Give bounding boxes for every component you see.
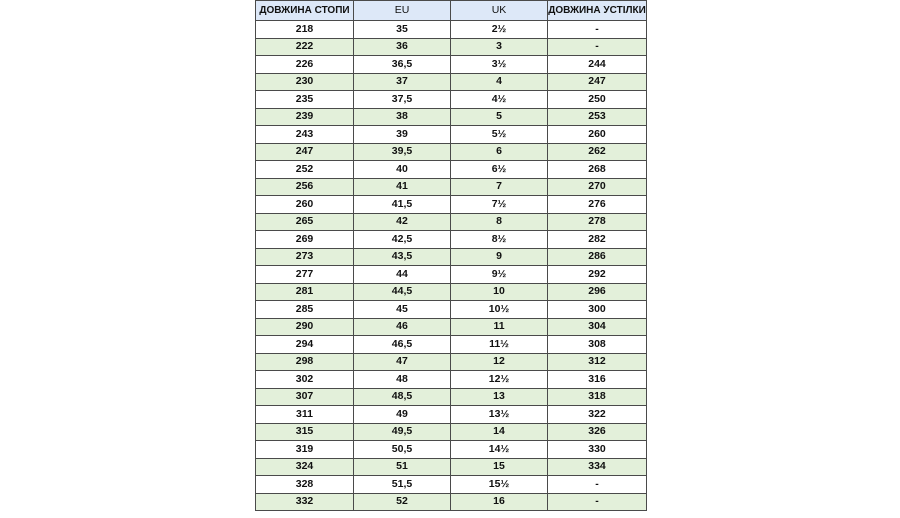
foot-length-cell: 235 (256, 91, 354, 109)
insole-length-cell: 268 (548, 161, 647, 179)
foot-length-cell: 281 (256, 283, 354, 301)
insole-length-cell: 296 (548, 283, 647, 301)
insole-length-cell: 312 (548, 353, 647, 371)
eu-size-cell: 41 (354, 178, 451, 196)
foot-length-cell: 324 (256, 458, 354, 476)
foot-length-cell: 328 (256, 476, 354, 494)
foot-length-cell: 226 (256, 56, 354, 74)
table-row (256, 423, 647, 441)
uk-size-cell: 13 (451, 388, 548, 406)
eu-size-cell: 41,5 (354, 196, 451, 214)
eu-size-cell: 49,5 (354, 423, 451, 441)
insole-length-cell: 262 (548, 143, 647, 161)
foot-length-cell: 247 (256, 143, 354, 161)
table-row (256, 388, 647, 406)
eu-size-cell: 44,5 (354, 283, 451, 301)
eu-size-cell: 36 (354, 38, 451, 56)
table-row (256, 73, 647, 91)
insole-length-cell: 300 (548, 301, 647, 319)
eu-size-cell: 37 (354, 73, 451, 91)
eu-size-cell: 43,5 (354, 248, 451, 266)
header-insole-length: ДОВЖИНА УСТІЛКИ (548, 1, 647, 21)
foot-length-cell: 260 (256, 196, 354, 214)
eu-size-cell: 52 (354, 493, 451, 511)
table-row (256, 476, 647, 494)
eu-size-cell: 42 (354, 213, 451, 231)
foot-length-cell: 311 (256, 406, 354, 424)
uk-size-cell: 12½ (451, 371, 548, 389)
insole-length-cell: 244 (548, 56, 647, 74)
table-row (256, 143, 647, 161)
foot-length-cell: 252 (256, 161, 354, 179)
table-row (256, 56, 647, 74)
uk-size-cell: 11 (451, 318, 548, 336)
table-row (256, 21, 647, 39)
uk-size-cell: 8½ (451, 231, 548, 249)
foot-length-cell: 307 (256, 388, 354, 406)
insole-length-cell: 292 (548, 266, 647, 284)
foot-length-cell: 230 (256, 73, 354, 91)
eu-size-cell: 40 (354, 161, 451, 179)
uk-size-cell: 6½ (451, 161, 548, 179)
table-row (256, 196, 647, 214)
eu-size-cell: 38 (354, 108, 451, 126)
uk-size-cell: 9 (451, 248, 548, 266)
foot-length-cell: 332 (256, 493, 354, 511)
foot-length-cell: 277 (256, 266, 354, 284)
table-row (256, 441, 647, 459)
table-row (256, 301, 647, 319)
insole-length-cell: 270 (548, 178, 647, 196)
insole-length-cell: 334 (548, 458, 647, 476)
foot-length-cell: 239 (256, 108, 354, 126)
eu-size-cell: 48 (354, 371, 451, 389)
insole-length-cell: 326 (548, 423, 647, 441)
insole-length-cell: 260 (548, 126, 647, 144)
table-row (256, 213, 647, 231)
insole-length-cell: - (548, 38, 647, 56)
insole-length-cell: 308 (548, 336, 647, 354)
foot-length-cell: 298 (256, 353, 354, 371)
uk-size-cell: 12 (451, 353, 548, 371)
table-row (256, 493, 647, 511)
insole-length-cell: 318 (548, 388, 647, 406)
uk-size-cell: 15 (451, 458, 548, 476)
uk-size-cell: 4½ (451, 91, 548, 109)
eu-size-cell: 44 (354, 266, 451, 284)
eu-size-cell: 50,5 (354, 441, 451, 459)
table-row (256, 318, 647, 336)
uk-size-cell: 7½ (451, 196, 548, 214)
uk-size-cell: 10½ (451, 301, 548, 319)
insole-length-cell: - (548, 493, 647, 511)
eu-size-cell: 49 (354, 406, 451, 424)
uk-size-cell: 4 (451, 73, 548, 91)
insole-length-cell: 330 (548, 441, 647, 459)
uk-size-cell: 11½ (451, 336, 548, 354)
eu-size-cell: 36,5 (354, 56, 451, 74)
foot-length-cell: 256 (256, 178, 354, 196)
uk-size-cell: 8 (451, 213, 548, 231)
insole-length-cell: 322 (548, 406, 647, 424)
table-row (256, 108, 647, 126)
foot-length-cell: 265 (256, 213, 354, 231)
uk-size-cell: 7 (451, 178, 548, 196)
size-chart-sheet (255, 0, 646, 511)
foot-length-cell: 285 (256, 301, 354, 319)
foot-length-cell: 302 (256, 371, 354, 389)
foot-length-cell: 269 (256, 231, 354, 249)
uk-size-cell: 15½ (451, 476, 548, 494)
header-eu: EU (354, 1, 451, 21)
eu-size-cell: 42,5 (354, 231, 451, 249)
foot-length-cell: 273 (256, 248, 354, 266)
header-foot-length: ДОВЖИНА СТОПИ (256, 1, 354, 21)
size-chart-table (255, 0, 647, 511)
foot-length-cell: 319 (256, 441, 354, 459)
table-row (256, 178, 647, 196)
insole-length-cell: 316 (548, 371, 647, 389)
table-row (256, 91, 647, 109)
table-row (256, 38, 647, 56)
eu-size-cell: 51,5 (354, 476, 451, 494)
insole-length-cell: 278 (548, 213, 647, 231)
uk-size-cell: 2½ (451, 21, 548, 39)
table-row (256, 248, 647, 266)
eu-size-cell: 46,5 (354, 336, 451, 354)
eu-size-cell: 39,5 (354, 143, 451, 161)
table-row (256, 353, 647, 371)
uk-size-cell: 16 (451, 493, 548, 511)
insole-length-cell: - (548, 476, 647, 494)
uk-size-cell: 9½ (451, 266, 548, 284)
table-row (256, 406, 647, 424)
table-row (256, 371, 647, 389)
table-row (256, 126, 647, 144)
insole-length-cell: - (548, 21, 647, 39)
table-row (256, 161, 647, 179)
foot-length-cell: 218 (256, 21, 354, 39)
insole-length-cell: 253 (548, 108, 647, 126)
insole-length-cell: 276 (548, 196, 647, 214)
eu-size-cell: 51 (354, 458, 451, 476)
insole-length-cell: 286 (548, 248, 647, 266)
table-row (256, 231, 647, 249)
eu-size-cell: 35 (354, 21, 451, 39)
table-row (256, 336, 647, 354)
foot-length-cell: 315 (256, 423, 354, 441)
uk-size-cell: 14½ (451, 441, 548, 459)
uk-size-cell: 5 (451, 108, 548, 126)
foot-length-cell: 294 (256, 336, 354, 354)
uk-size-cell: 6 (451, 143, 548, 161)
uk-size-cell: 3½ (451, 56, 548, 74)
header-uk: UK (451, 1, 548, 21)
insole-length-cell: 304 (548, 318, 647, 336)
uk-size-cell: 5½ (451, 126, 548, 144)
eu-size-cell: 46 (354, 318, 451, 336)
insole-length-cell: 250 (548, 91, 647, 109)
insole-length-cell: 247 (548, 73, 647, 91)
uk-size-cell: 10 (451, 283, 548, 301)
eu-size-cell: 37,5 (354, 91, 451, 109)
insole-length-cell: 282 (548, 231, 647, 249)
eu-size-cell: 48,5 (354, 388, 451, 406)
table-row (256, 266, 647, 284)
foot-length-cell: 243 (256, 126, 354, 144)
table-row (256, 283, 647, 301)
table-body (256, 21, 647, 511)
eu-size-cell: 39 (354, 126, 451, 144)
foot-length-cell: 290 (256, 318, 354, 336)
uk-size-cell: 3 (451, 38, 548, 56)
header-row (256, 1, 647, 21)
foot-length-cell: 222 (256, 38, 354, 56)
eu-size-cell: 45 (354, 301, 451, 319)
eu-size-cell: 47 (354, 353, 451, 371)
table-row (256, 458, 647, 476)
uk-size-cell: 14 (451, 423, 548, 441)
uk-size-cell: 13½ (451, 406, 548, 424)
